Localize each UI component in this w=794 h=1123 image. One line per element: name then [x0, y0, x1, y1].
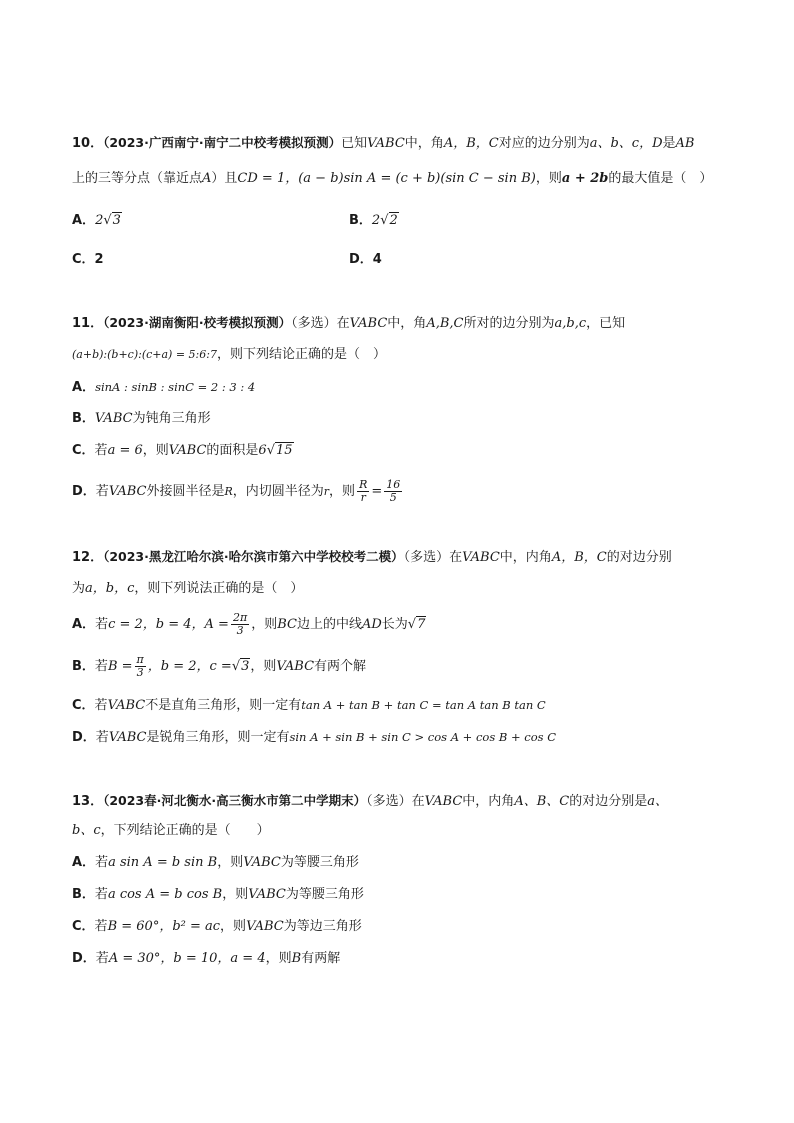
- option-math: R: [224, 485, 233, 498]
- option-letter: A．: [72, 855, 96, 870]
- q10-option-d: [349, 251, 382, 269]
- fraction: [384, 479, 402, 504]
- option-letter: A．: [72, 617, 96, 632]
- option-math: AD: [361, 617, 382, 632]
- option-text: 若: [94, 698, 108, 713]
- option-math: VABC: [246, 919, 284, 934]
- option-text: ，则: [265, 951, 292, 966]
- option-math: B =: [107, 659, 133, 674]
- q13-source: （2023春·河北衡水·高三衡水市第二中学期末）: [103, 793, 367, 808]
- q10-math: CD = 1，(a − b)sin A = (c + b)(sin C − sin B): [237, 171, 536, 186]
- q11-math: VABC: [349, 316, 388, 331]
- fraction-denominator: 3: [136, 666, 144, 679]
- option-letter: C．: [72, 919, 95, 934]
- option-text: 的面积是: [206, 443, 259, 458]
- option-text: 为等腰三角形: [280, 855, 359, 870]
- option-text: 若: [95, 730, 109, 745]
- option-value: 2: [95, 213, 104, 228]
- q13-number: 13．: [72, 794, 104, 809]
- option-text: ，内切圆半径为: [232, 484, 324, 499]
- q10-math: AB: [675, 136, 695, 151]
- q11-math: a,b,c: [554, 316, 587, 331]
- q12-stem-line1: [72, 548, 672, 567]
- option-math: c = 2，b = 4，A =: [108, 617, 229, 632]
- q10-source: （2023·广西南宁·南宁二中校考模拟预测）: [103, 135, 342, 150]
- q11-text: ，已知: [586, 316, 626, 331]
- q10-text: 是: [662, 136, 676, 151]
- option-math: tan A + tan B + tan C = tan A tan B tan C: [301, 698, 546, 712]
- option-text: 边上的中线: [296, 617, 362, 632]
- q10-text: 对应的边分别为: [498, 136, 590, 151]
- option-math: a sin A = b sin B: [108, 855, 218, 870]
- q13-math: a、: [647, 794, 668, 809]
- q13-option-d: [72, 950, 340, 968]
- q10-text: ，则: [535, 171, 562, 186]
- q12-source: （2023·黑龙江哈尔滨·哈尔滨市第六中学校校考二模）: [103, 549, 404, 564]
- option-math: VABC: [108, 484, 147, 499]
- option-math: VABC: [168, 443, 207, 458]
- q12-text: （多选）在: [403, 550, 463, 565]
- q11-number: 11．: [72, 316, 104, 331]
- option-letter: A．: [72, 213, 96, 228]
- option-text: 外接圆半径是: [146, 484, 225, 499]
- option-letter: B．: [349, 213, 372, 228]
- option-math: BC: [277, 617, 297, 632]
- q13-stem-line1: [72, 792, 668, 811]
- option-text: 长为: [381, 617, 408, 632]
- option-value: 2: [371, 213, 381, 228]
- q12-text: 中，内角: [499, 550, 552, 565]
- q11-option-c: C．若a = 6，则VABC的面积是6√15: [72, 443, 293, 458]
- option-text: ，则: [329, 484, 356, 499]
- q13-math: b、c: [72, 823, 101, 838]
- fraction-numerator: R: [359, 478, 368, 491]
- option-value: 4: [372, 252, 382, 267]
- option-text: 若: [95, 617, 109, 632]
- option-math: VABC: [94, 411, 133, 426]
- option-value: 6: [258, 443, 267, 458]
- option-math: r: [323, 485, 330, 498]
- option-value: 2: [94, 252, 104, 267]
- q11-text: （多选）在: [291, 316, 350, 331]
- q11-option-d: [72, 477, 404, 507]
- option-math: =: [371, 484, 383, 499]
- option-text: ，则: [220, 919, 247, 934]
- q10-text: 中，角: [404, 136, 444, 151]
- option-text: 若: [94, 919, 108, 934]
- fraction-numerator: 16: [386, 478, 401, 491]
- option-letter: C．: [72, 698, 95, 713]
- q10-stem-line2: [72, 170, 712, 188]
- option-text: 为等腰三角形: [285, 887, 364, 902]
- q12-math: a，b，c: [85, 581, 135, 596]
- q13-text: ，下列结论正确的是（ ）: [100, 823, 270, 838]
- option-text: 是锐角三角形，则一定有: [146, 730, 290, 745]
- option-math: VABC: [248, 887, 286, 902]
- q13-option-c: [72, 918, 362, 936]
- q10-option-c: [72, 251, 104, 269]
- fraction: [135, 654, 146, 679]
- q13-option-b: [72, 886, 364, 904]
- q10-math: a + 2b: [561, 171, 609, 186]
- q13-text: 的对边分别是: [569, 794, 648, 809]
- option-text: 为等边三角形: [283, 919, 362, 934]
- option-text: ，则: [250, 659, 277, 674]
- q10-math: A: [202, 171, 212, 186]
- q12-option-a: A．若c = 2，b = 4，A = $\frac{2\pi}{3}$ ，则BC边上的中线AD长为√7: [72, 611, 426, 637]
- option-text: ，则: [217, 855, 244, 870]
- q11-stem-line1: [72, 314, 625, 333]
- q13-math: VABC: [424, 794, 463, 809]
- q10-stem-line1: [72, 134, 694, 153]
- option-text: 若: [94, 443, 108, 458]
- fraction: [231, 612, 249, 637]
- option-text: 有两个解: [314, 659, 367, 674]
- option-letter: B．: [72, 887, 95, 902]
- option-radicand: 2: [389, 213, 398, 228]
- option-letter: B．: [72, 411, 95, 426]
- q12-math: A，B，C: [551, 550, 607, 565]
- q10-math: a、b、c，D: [589, 136, 663, 151]
- q10-text: 已知: [341, 136, 368, 151]
- fraction-numerator: π: [136, 653, 144, 666]
- fraction-denominator: 3: [236, 624, 244, 637]
- option-letter: D．: [72, 951, 96, 966]
- option-text: 若: [95, 484, 109, 499]
- q12-number: 12．: [72, 550, 104, 565]
- option-text: ，则: [251, 617, 278, 632]
- q13-text: （多选）在: [366, 794, 425, 809]
- option-letter: D．: [349, 252, 373, 267]
- q10-math: A，B，C: [443, 136, 499, 151]
- q12-text: 的对边分别: [606, 550, 672, 565]
- option-text: ，则: [142, 443, 169, 458]
- option-letter: D．: [72, 484, 96, 499]
- option-letter: C．: [72, 443, 95, 458]
- option-radicand: 3: [112, 213, 121, 228]
- option-math: sinA : sinB : sinC = 2 : 3 : 4: [95, 380, 256, 394]
- q10-option-b: B．2√2: [349, 213, 398, 228]
- q11-text: 所对的边分别为: [463, 316, 555, 331]
- q11-source: （2023·湖南衡阳·校考模拟预测）: [103, 315, 292, 330]
- q10-option-a: A．2√3: [72, 213, 121, 228]
- option-math: a cos A = b cos B: [107, 887, 223, 902]
- q10-text: 上的三等分点（靠近点: [72, 171, 203, 186]
- q10-number: 10．: [72, 136, 104, 151]
- q12-option-b: B．若B = $\frac{\pi}{3}$ ，b = 2，c =√3，则VABC有两个解: [72, 653, 367, 679]
- option-math: sin A + sin B + sin C > cos A + cos B + cos C: [289, 730, 557, 744]
- option-text: ，则: [222, 887, 249, 902]
- option-radicand: 7: [417, 617, 426, 632]
- option-letter: B．: [72, 659, 95, 674]
- option-radicand: 3: [241, 659, 250, 674]
- q13-math: A、B、C: [514, 794, 570, 809]
- q11-text: ，则下列结论正确的是（ ）: [216, 347, 386, 362]
- option-math: B = 60°，b² = ac: [107, 919, 221, 934]
- q12-math: VABC: [462, 550, 500, 565]
- q13-option-a: [72, 854, 359, 872]
- q12-option-d: [72, 728, 556, 747]
- q13-text: 中，内角: [462, 794, 515, 809]
- q13-stem-line2: [72, 822, 270, 840]
- option-math: VABC: [107, 698, 146, 713]
- option-text: 若: [95, 855, 109, 870]
- q11-option-b: [72, 410, 211, 428]
- q11-math: (a+b):(b+c):(c+a) = 5:6:7: [72, 348, 217, 361]
- q12-stem-line2: [72, 580, 303, 598]
- option-text: 为钝角三角形: [132, 411, 211, 426]
- option-math: VABC: [243, 855, 281, 870]
- fraction-numerator: 2π: [232, 611, 248, 624]
- q12-option-c: [72, 696, 546, 715]
- option-math: ，b = 2，c =: [147, 659, 232, 674]
- option-math: a = 6: [107, 443, 143, 458]
- q10-text: 的最大值是（ ）: [608, 171, 713, 186]
- option-text: 若: [95, 951, 109, 966]
- q12-text: 为: [72, 581, 86, 596]
- option-math: VABC: [108, 730, 147, 745]
- fraction-denominator: 5: [389, 491, 397, 504]
- q11-math: A,B,C: [426, 316, 464, 331]
- option-radicand: 15: [276, 443, 293, 458]
- fraction: [357, 479, 369, 504]
- q11-text: 中，角: [387, 316, 427, 331]
- q11-option-a: [72, 378, 255, 397]
- fraction-denominator: r: [360, 491, 366, 504]
- option-text: 若: [94, 887, 108, 902]
- q11-stem-line2: [72, 346, 386, 364]
- option-letter: C．: [72, 252, 95, 267]
- option-math: VABC: [276, 659, 315, 674]
- q10-math: VABC: [367, 136, 405, 151]
- q10-text: ）且: [211, 171, 238, 186]
- option-letter: D．: [72, 730, 96, 745]
- q12-text: ，则下列说法正确的是（ ）: [134, 581, 304, 596]
- option-text: 若: [94, 659, 108, 674]
- option-letter: A．: [72, 380, 96, 395]
- option-math: B: [291, 951, 302, 966]
- option-text: 不是直角三角形，则一定有: [145, 698, 302, 713]
- option-text: 有两解: [301, 951, 341, 966]
- option-math: A = 30°，b = 10，a = 4: [108, 951, 266, 966]
